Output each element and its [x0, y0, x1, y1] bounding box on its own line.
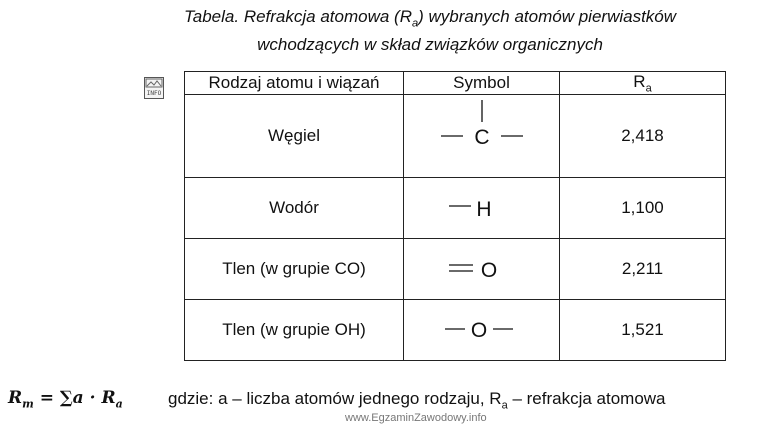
legend-text-end: – refrakcja atomowa — [507, 389, 666, 408]
table-row — [185, 95, 726, 178]
table-row — [185, 300, 726, 361]
formula-rhs: ∑a · R — [59, 388, 116, 408]
table-row — [185, 239, 726, 300]
row-symbol — [404, 95, 560, 178]
caption-text-1: Tabela. Refrakcja atomowa (R — [183, 7, 412, 26]
table-caption — [150, 6, 710, 55]
row-atom-name: Tlen (w grupie CO) — [185, 239, 404, 300]
symbol-text: H — [475, 198, 492, 222]
row-symbol — [404, 178, 560, 239]
hydrogen-bond-icon — [437, 193, 527, 223]
symbol-text: O — [470, 319, 487, 343]
row-atom-name: Tlen (w grupie OH) — [185, 300, 404, 361]
symbol-text: C — [473, 126, 490, 150]
info-icon-label: INFO — [146, 90, 162, 97]
row-value: 2,211 — [560, 239, 726, 300]
watermark: www.EgzaminZawodowy.info — [345, 412, 487, 424]
formula-rhs-sub: a — [115, 397, 123, 411]
caption-line-1 — [150, 6, 710, 34]
symbol-text: O — [480, 259, 497, 283]
header-symbol: Symbol — [404, 72, 560, 95]
header-ra-main: R — [633, 72, 646, 91]
table-header-row — [185, 72, 726, 95]
row-symbol — [404, 300, 560, 361]
formula — [8, 388, 123, 410]
caption-subscript: a — [411, 17, 419, 30]
refraction-table — [184, 71, 726, 361]
row-symbol — [404, 239, 560, 300]
formula-legend — [168, 389, 666, 411]
double-bond-oxygen-icon — [437, 254, 527, 284]
header-ra — [560, 72, 726, 95]
legend-text: gdzie: a – liczba atomów jednego rodzaju, R — [168, 389, 502, 408]
info-icon[interactable] — [144, 77, 164, 99]
carbon-bonds-icon — [437, 98, 527, 174]
row-atom-name: Wodór — [185, 178, 404, 239]
formula-equals: = — [33, 388, 60, 408]
row-value: 1,100 — [560, 178, 726, 239]
broken-image-icon — [145, 78, 163, 88]
row-value: 1,521 — [560, 300, 726, 361]
caption-line-2: wchodzących w skład związków organicznych — [257, 35, 603, 55]
caption-text-1b: ) wybranych atomów pierwiastków — [418, 7, 677, 26]
hydroxyl-oxygen-icon — [437, 315, 527, 345]
header-ra-sub: a — [645, 82, 652, 95]
table-row — [185, 178, 726, 239]
row-atom-name: Węgiel — [185, 95, 404, 178]
header-atom-type: Rodzaj atomu i wiązań — [185, 72, 404, 95]
row-value: 2,418 — [560, 95, 726, 178]
formula-lhs: R — [8, 388, 23, 408]
formula-lhs-sub: m — [22, 397, 34, 411]
legend-sub: a — [501, 399, 508, 412]
